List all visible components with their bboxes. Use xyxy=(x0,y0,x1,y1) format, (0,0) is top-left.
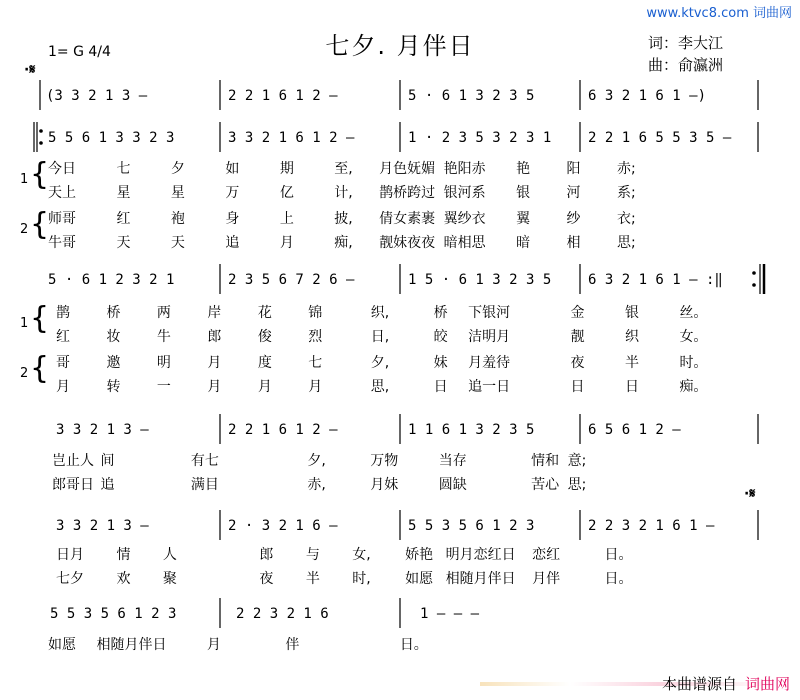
system-4-bar-3: 1 1 6 1 3 2 3 5 xyxy=(408,422,535,438)
system-3-bar-4: 6 3 2 1 6 1 — :‖ xyxy=(588,272,723,288)
system-2-bar-2: 3 3 2 1 6 1 2 — xyxy=(228,130,355,146)
system-1-bar-2: 2 2 1 6 1 2 — xyxy=(228,88,338,104)
system-5-bar-4: 2 2 3 2 1 6 1 — xyxy=(588,518,715,534)
brace: { xyxy=(30,157,50,192)
key-signature: 1= G 4/4 xyxy=(48,44,111,60)
system-5-bar-2: 2 · 3 2 1 6 — xyxy=(228,518,338,534)
lyric-line: 如愿 相随月伴日 月 伴 日。 xyxy=(48,637,428,653)
lyric-line: 天上 星 星 万 亿 计, 鹊桥跨过 银河系 银 河 系; xyxy=(48,185,636,201)
system-5-bar-3: 5 5 3 5 6 1 2 3 xyxy=(408,518,535,534)
system-3-bar-2: 2 3 5 6 7 2 6 — xyxy=(228,272,355,288)
lyric-line: 红 妆 牛 郎 俊 烈 日, 皎 洁明月 靓 织 女。 xyxy=(56,329,708,345)
system-1-bar-3: 5 · 6 1 3 2 3 5 xyxy=(408,88,535,104)
song-title: 七夕. 月伴日 xyxy=(325,32,475,60)
lyric-line: 今日 七 夕 如 期 至, 月色妩媚 艳阳赤 艳 阳 赤; xyxy=(48,161,636,177)
footer xyxy=(662,673,790,694)
footer-source: 本曲谱源自 xyxy=(661,675,737,693)
segno-start-icon: ·𝄋 xyxy=(24,62,36,78)
system-4-bar-2: 2 2 1 6 1 2 — xyxy=(228,422,338,438)
system-2-bar-4: 2 2 1 6 5 5 3 5 — xyxy=(588,130,732,146)
system-1-bar-4: 6 3 2 1 6 1 —) xyxy=(588,88,707,104)
system-6-bar-3: 1 — — — xyxy=(420,606,480,622)
verse-mark: 2 xyxy=(20,366,29,381)
system-3-bar-3: 1 5 · 6 1 3 2 3 5 xyxy=(408,272,552,288)
system-6-bar-1: 5 5 3 5 6 1 2 3 xyxy=(50,606,177,622)
lyric-line: 哥 邀 明 月 度 七 夕, 妹 月羞待 夜 半 时。 xyxy=(56,355,708,371)
brace: { xyxy=(30,207,50,242)
lyric-line: 七夕 欢 聚 夜 半 时, 如愿 相随月伴日 月伴 日。 xyxy=(56,571,633,587)
system-6-bar-2: 2 2 3 2 1 6 xyxy=(236,606,329,622)
lyric-line: 鹊 桥 两 岸 花 锦 织, 桥 下银河 金 银 丝。 xyxy=(56,305,708,321)
lyric-line: 岂止人 间 有七 夕, 万物 当存 情和 意; xyxy=(52,453,587,469)
segno-end-icon: ·𝄋 xyxy=(744,486,756,502)
lyric-line: 牛哥 天 天 追 月 痴, 靓妹夜夜 暗相思 暗 相 思; xyxy=(48,235,636,251)
composer: 曲：俞瀛洲 xyxy=(648,56,724,74)
verse-mark: 1 xyxy=(20,172,29,187)
lyric-line: 日月 情 人 郎 与 女, 娇艳 明月恋红日 恋红 日。 xyxy=(56,547,633,563)
system-4-bar-4: 6 5 6 1 2 — xyxy=(588,422,681,438)
verse-mark: 2 xyxy=(20,222,29,237)
system-1-bar-1: (3 3 2 1 3 — xyxy=(46,88,148,104)
footer-brand-link[interactable]: 词曲网 xyxy=(744,675,790,693)
lyricist: 词：李大江 xyxy=(648,34,724,52)
system-2-bar-1: 5 5 6 1 3 3 2 3 xyxy=(48,130,175,146)
brace: { xyxy=(30,351,50,386)
system-2-bar-3: 1 · 2 3 5 3 2 3 1 xyxy=(408,130,552,146)
lyric-line: 师哥 红 袍 身 上 披, 倩女素裹 翼纱衣 翼 纱 衣; xyxy=(48,211,636,227)
system-3-bar-1: 5 · 6 1 2 3 2 1 xyxy=(48,272,175,288)
verse-mark: 1 xyxy=(20,316,29,331)
system-4-bar-1: 3 3 2 1 3 — xyxy=(56,422,149,438)
system-5-bar-1: 3 3 2 1 3 — xyxy=(56,518,149,534)
brace: { xyxy=(30,301,50,336)
site-url[interactable]: www.ktvc8.com 词曲网 xyxy=(646,6,792,21)
lyric-line: 郎哥日 追 满目 赤, 月妹 圆缺 苦心 思; xyxy=(52,477,587,493)
lyric-line: 月 转 一 月 月 月 思, 日 追一日 日 日 痴。 xyxy=(56,379,708,395)
